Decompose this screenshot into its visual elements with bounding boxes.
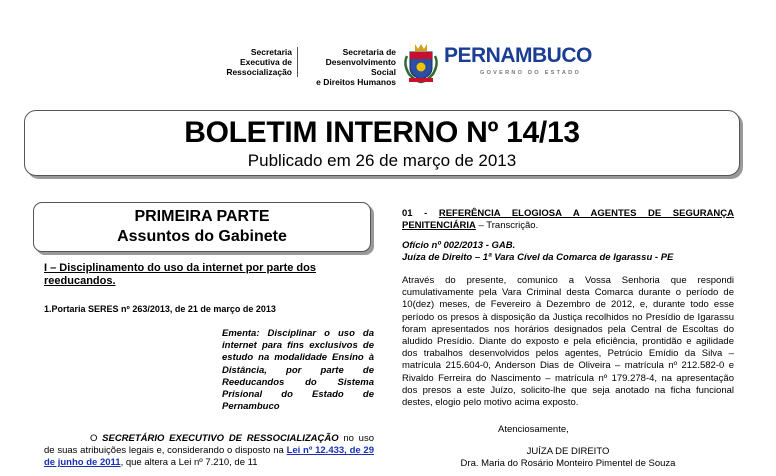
- sec2-line-1: Secretaria de: [342, 47, 396, 57]
- juiza-line: Juíza de Direito – 1ª Vara Cível da Comarca de Igarassu - PE: [402, 252, 674, 263]
- section-heading: I – Disciplinamento do uso da internet por parte dos reeducandos.: [44, 262, 316, 287]
- sec1-line-1: Secretaria: [250, 47, 292, 57]
- right-body-paragraph: Através do presente, comunico a Vossa Senhoria que respondi cumulativamente pela Vara Criminal desta Comarca durante o período de 10(dez) meses, de Fevereiro à Dezembro de 2012, e, durante todo esse período os presos à disposição da Justiça recolhidos no Presídio de Igarassu foram apresentados nos horários designados pela Central de Escoltas do aludido Presídio. Diante do exposto e pela eficiência, prontidão e agilidade dos trabalhos desenvolvidos pelos agentes, Petrúcio Emídio da Silva – matrícula 215.604-0, Anderson Dias de Oliveira – matrícula nº 212.582-0 e Rivaldo Ferreira do Nascimento – matrícula nº 179.278-4, na apresentação dos presos a este Juízo, solicito-lhe que seja anotado na ficha funcional destes, elogio pelo motivo acima exposto.: [402, 275, 734, 409]
- coat-of-arms-icon: [401, 42, 441, 84]
- state-name: PERNAMBUCO: [444, 44, 592, 67]
- closing-text: Atenciosamente,: [498, 424, 569, 435]
- signature-name: Dra. Maria do Rosário Monteiro Pimentel de Souza: [460, 458, 676, 469]
- left-body-paragraph: [44, 433, 374, 470]
- bulletin-title-box: [24, 110, 740, 176]
- item-title: REFERÊNCIA ELOGIOSA A AGENTES DE SEGURANÇA PENITENCIÁRIA: [402, 208, 734, 231]
- body-prefix: O: [90, 433, 103, 444]
- signature-title: JUÍZA DE DIREITO: [526, 446, 610, 457]
- oficio-reference: Ofício nº 002/2013 - GAB.: [402, 240, 516, 251]
- bulletin-published-date: Publicado em 26 de março de 2013: [247, 151, 517, 170]
- sec2-line-2: Desenvolvimento Social: [325, 57, 396, 77]
- lei-link[interactable]: Lei nº 12.433, de 29 de junho de 2011: [44, 445, 375, 469]
- body-role: SECRETÁRIO EXECUTIVO DE RESSOCIALIZAÇÃO: [102, 433, 339, 444]
- body-mid: no uso de suas atribuições legais e, considerando o disposto na: [44, 433, 374, 457]
- part-title: PRIMEIRA PARTE: [134, 208, 270, 225]
- page-header: [0, 38, 776, 88]
- header-divider: [297, 47, 298, 77]
- body-suffix: , que altera a Lei nº 7.210, de 11: [120, 457, 258, 469]
- sec1-line-2: Executiva de: [240, 57, 292, 67]
- state-subtitle: GOVERNO DO ESTADO: [480, 70, 582, 76]
- sec1-line-3: Ressocialização: [226, 67, 292, 77]
- part-title-box: [33, 202, 371, 252]
- bulletin-title: BOLETIM INTERNO Nº 14/13: [184, 116, 580, 149]
- ementa-text: Ementa: Disciplinar o uso da internet para fins exclusivos de estudo na modalidade Ensino à Distância, por parte de Reeducandos do Sistema Prisional do Estado de Pernambuco: [222, 328, 374, 413]
- portaria-reference: 1.Portaria SERES nº 263/2013, de 21 de março de 2013: [44, 304, 276, 314]
- secretaria-desenvolvimento-label: [302, 47, 396, 87]
- part-subtitle: Assuntos do Gabinete: [117, 228, 287, 245]
- sec2-line-3: e Direitos Humanos: [316, 77, 396, 87]
- item-heading: [402, 208, 734, 232]
- item-suffix: – Transcrição.: [475, 220, 539, 231]
- item-number: 01 -: [402, 208, 439, 219]
- secretaria-ressocializacao-label: [214, 47, 292, 77]
